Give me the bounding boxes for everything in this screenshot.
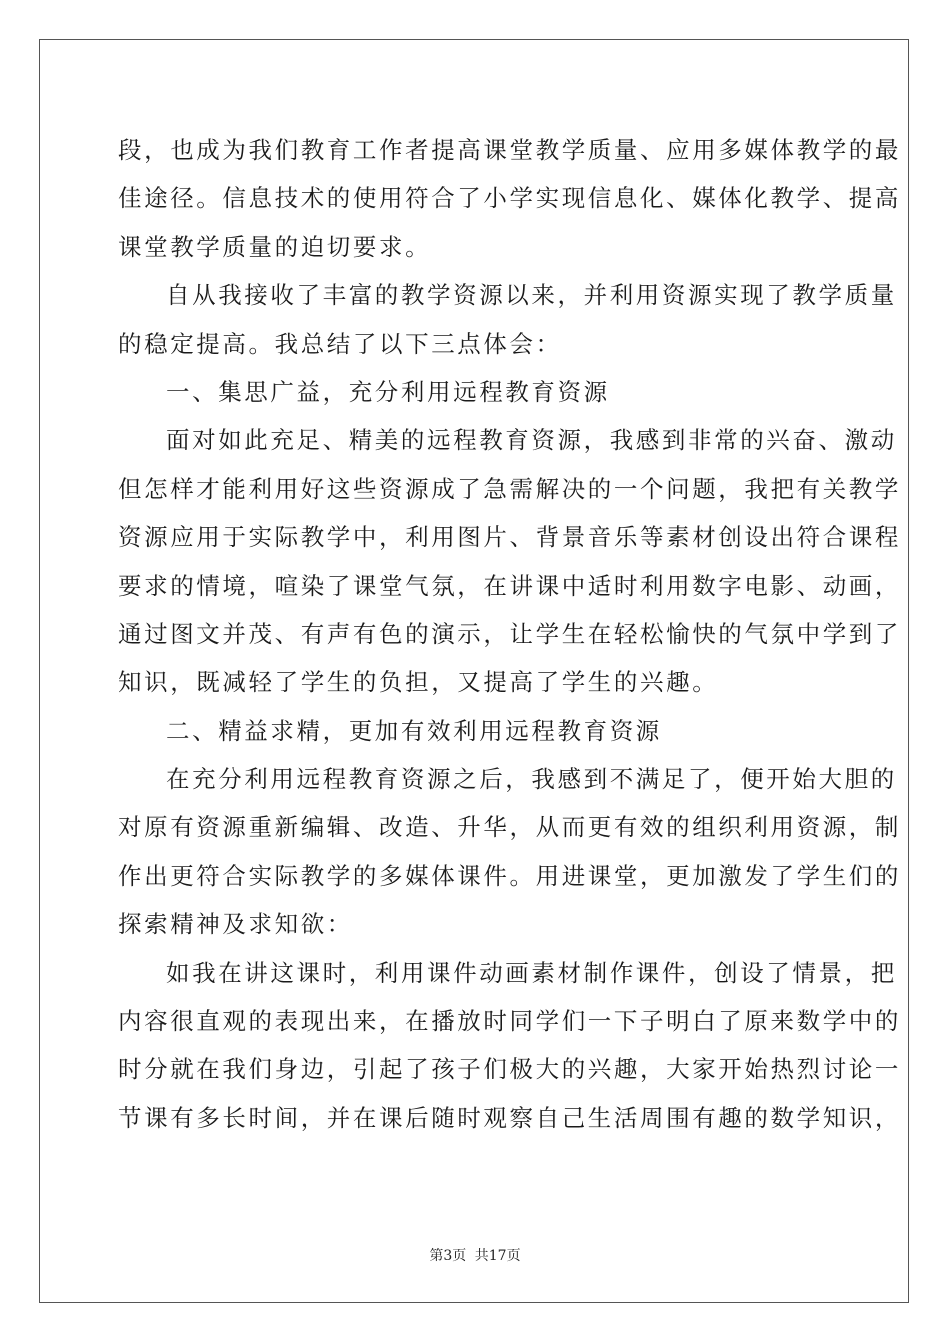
text-line: 探索精神及求知欲： — [118, 910, 353, 939]
text-line: 对原有资源重新编辑、改造、升华，从而更有效的组织利用资源，制 — [118, 813, 901, 842]
text-line: 节课有多长时间，并在课后随时观察自己生活周围有趣的数学知识， — [118, 1103, 901, 1132]
paragraph-first-line: 如我在讲这课时，利用课件动画素材制作课件，创设了情景，把 — [166, 958, 897, 987]
text-line: 时分就在我们身边，引起了孩子们极大的兴趣，大家开始热烈讨论一 — [118, 1055, 901, 1084]
text-line: 内容很直观的表现出来，在播放时同学们一下子明白了原来数学中的 — [118, 1007, 901, 1036]
paragraph-first-line: 自从我接收了丰富的教学资源以来，并利用资源实现了教学质量 — [166, 281, 897, 310]
page-footer — [0, 1245, 950, 1265]
section-heading: 二、精益求精，更加有效利用远程教育资源 — [166, 716, 662, 745]
text-line: 要求的情境，喧染了课堂气氛，在讲课中适时利用数字电影、动画， — [118, 571, 901, 600]
text-line: 作出更符合实际教学的多媒体课件。用进课堂，更加激发了学生们的 — [118, 861, 901, 890]
document-body — [118, 126, 901, 1142]
text-line: 通过图文并茂、有声有色的演示，让学生在轻松愉快的气氛中学到了 — [118, 619, 901, 648]
paragraph-first-line: 在充分利用远程教育资源之后，我感到不满足了，便开始大胆的 — [166, 765, 897, 794]
text-line: 资源应用于实际教学中，利用图片、背景音乐等素材创设出符合课程 — [118, 523, 901, 552]
section-heading: 一、集思广益，充分利用远程教育资源 — [166, 377, 610, 406]
text-line: 但怎样才能利用好这些资源成了急需解决的一个问题，我把有关教学 — [118, 474, 901, 503]
page-number: 第3页 — [429, 1248, 467, 1264]
text-line: 佳途径。信息技术的使用符合了小学实现信息化、媒体化教学、提高 — [118, 184, 901, 213]
paragraph-first-line: 面对如此充足、精美的远程教育资源，我感到非常的兴奋、激动 — [166, 426, 897, 455]
text-line: 知识，既减轻了学生的负担，又提高了学生的兴趣。 — [118, 668, 719, 697]
page-total: 共17页 — [474, 1248, 521, 1264]
text-line: 课堂教学质量的迫切要求。 — [118, 232, 432, 261]
text-line: 的稳定提高。我总结了以下三点体会： — [118, 329, 562, 358]
text-line: 段，也成为我们教育工作者提高课堂教学质量、应用多媒体教学的最 — [118, 136, 901, 164]
